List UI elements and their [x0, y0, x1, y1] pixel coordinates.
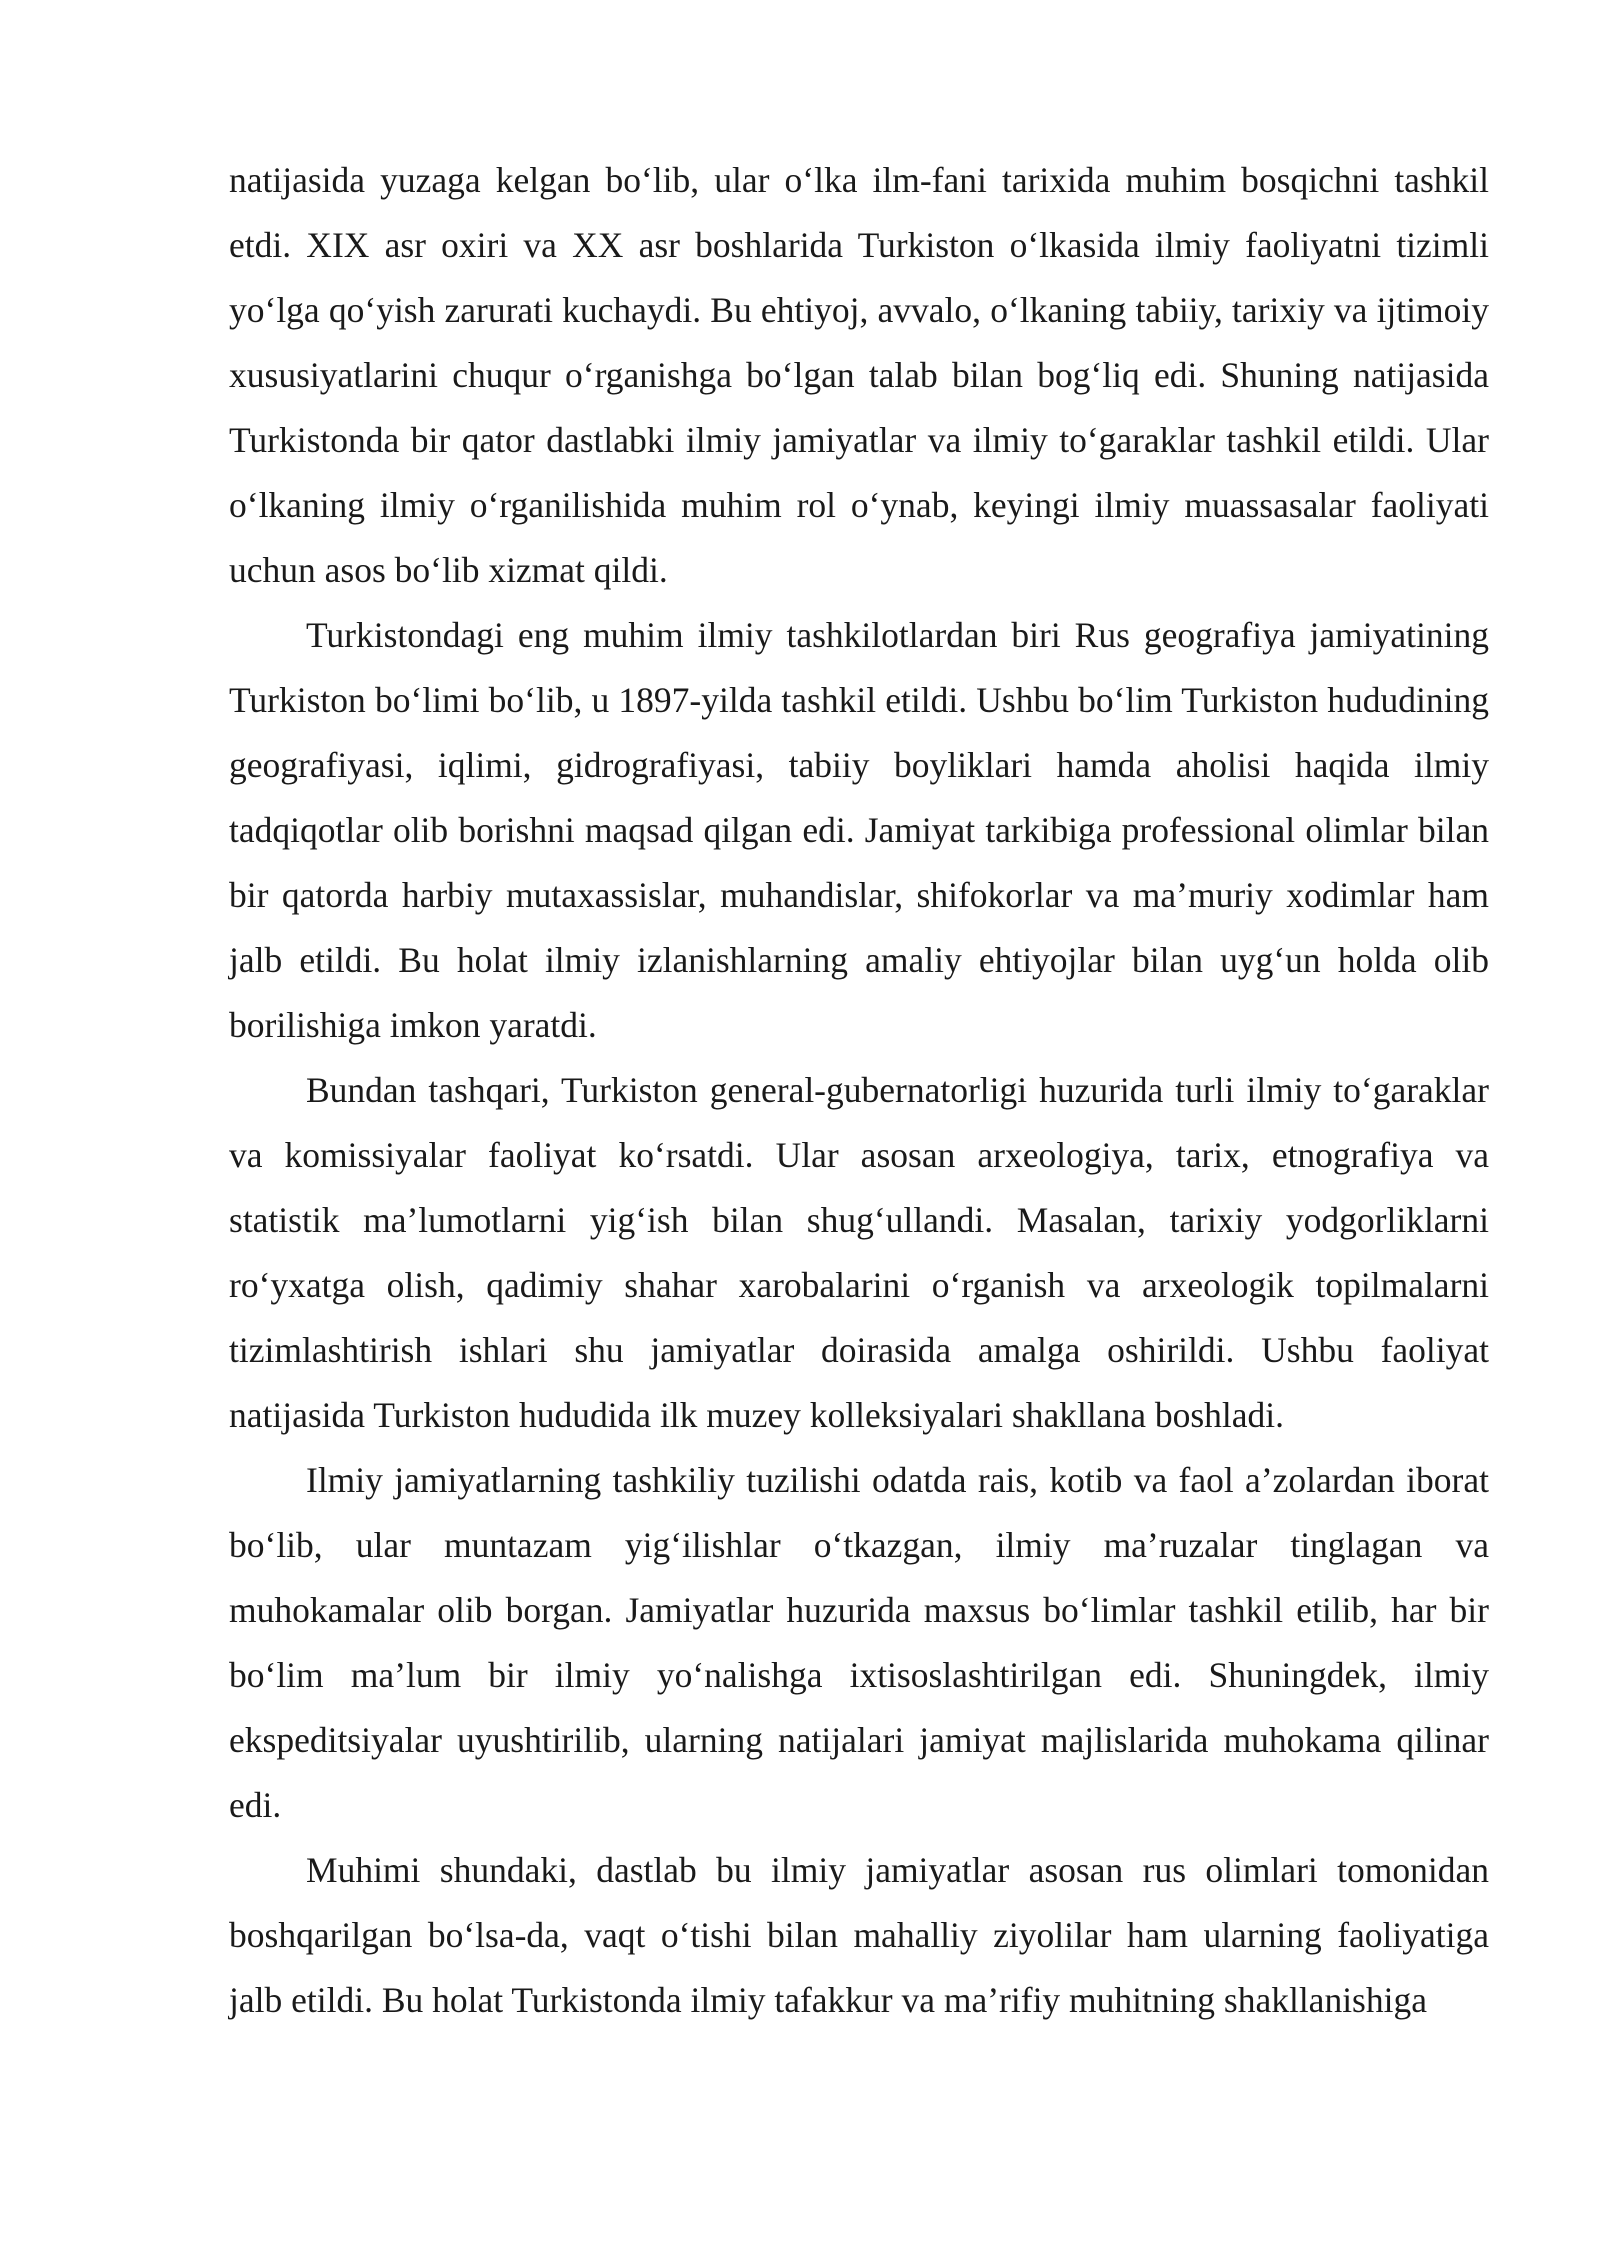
paragraph-circles-and-commissions: Bundan tashqari, Turkiston general-gubernatorligi huzurida turli ilmiy to‘garaklar va komissiyalar faoliyat ko‘rsatdi. Ular asosan arxeologiya, tarix, etnografiya va statistik ma’lumotlarni yig‘ish bilan shug‘ullandi. Masalan, tarixiy yodgorliklarni ro‘yxatga olish, qadimiy shahar xarobalarini o‘rganish va arxeologik topilmalarni tizimlashtirish ishlari shu jamiyatlar doirasida amalga oshirildi. Ushbu faoliyat natijasida Turkiston hududida ilk muzey kolleksiyalari shakllana boshladi.: [229, 1070, 1489, 1435]
paragraph-organizational-structure: Ilmiy jamiyatlarning tashkiliy tuzilishi odatda rais, kotib va faol a’zolardan iborat bo‘lib, ular muntazam yig‘ilishlar o‘tkazgan, ilmiy ma’ruzalar tinglagan va muhokamalar olib borgan. Jamiyatlar huzurida maxsus bo‘limlar tashkil etilib, har bir bo‘lim ma’lum bir ilmiy yo‘nalishga ixtisoslashtirilgan edi. Shuningdek, ilmiy ekspeditsiyalar uyushtirilib, ularning natijalari jamiyat majlislarida muhokama qilinar edi.: [229, 1460, 1489, 1825]
paragraph-geographical-society: Turkistondagi eng muhim ilmiy tashkilotlardan biri Rus geografiya jamiyatining Turkiston bo‘limi bo‘lib, u 1897-yilda tashkil etildi. Ushbu bo‘lim Turkiston hududining geografiyasi, iqlimi, gidrografiyasi, tabiiy boyliklari hamda aholisi haqida ilmiy tadqiqotlar olib borishni maqsad qilgan edi. Jamiyat tarkibiga professional olimlar bilan bir qatorda harbiy mutaxassislar, muhandislar, shifokorlar va ma’muriy xodimlar ham jalb etildi. Bu holat ilmiy izlanishlarning amaliy ehtiyojlar bilan uyg‘un holda olib borilishiga imkon yaratdi.: [229, 615, 1489, 1045]
paragraph-local-intellectuals: Muhimi shundaki, dastlab bu ilmiy jamiyatlar asosan rus olimlari tomonidan boshqarilgan bo‘lsa-da, vaqt o‘tishi bilan mahalliy ziyolilar ham ularning faoliyatiga jalb etildi. Bu holat Turkistonda ilmiy tafakkur va ma’rifiy muhitning shakllanishiga: [229, 1850, 1489, 2020]
paragraph-continuation: natijasida yuzaga kelgan bo‘lib, ular o‘lka ilm-fani tarixida muhim bosqichni tashkil etdi. XIX asr oxiri va XX asr boshlarida Turkiston o‘lkasida ilmiy faoliyatni tizimli yo‘lga qo‘yish zarurati kuchaydi. Bu ehtiyoj, avvalo, o‘lkaning tabiiy, tarixiy va ijtimoiy xususiyatlarini chuqur o‘rganishga bo‘lgan talab bilan bog‘liq edi. Shuning natijasida Turkistonda bir qator dastlabki ilmiy jamiyatlar va ilmiy to‘garaklar tashkil etildi. Ular o‘lkaning ilmiy o‘rganilishida muhim rol o‘ynab, keyingi ilmiy muassasalar faoliyati uchun asos bo‘lib xizmat qildi.: [229, 160, 1489, 590]
document-page: [229, 148, 1489, 2033]
